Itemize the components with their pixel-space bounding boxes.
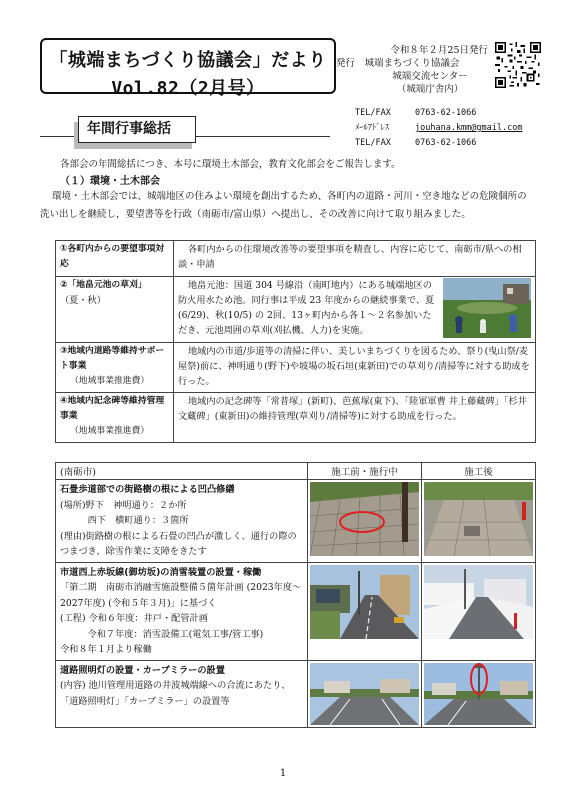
section-intro: 各部会の年間総括につき、本号に環境土木部会，教育文化部会をご報告します。 [60,159,401,170]
project-text-cell [56,562,308,660]
project-line: (内容) 池川管理用道路の井波城端線への合流にあたり、「道路照明灯」「カーブミラー」の設置等 [60,680,291,707]
qr-code-icon[interactable] [495,42,541,88]
table-header-row [56,463,536,480]
table-row [56,562,536,660]
photo-cell [308,562,422,660]
activity-desc: 各町内からの住環境改善等の要望事項を精査し、内容に応じて、南砺市/県への相談・申請 [174,241,536,277]
project-line: 令和８年１月より稼働 [60,644,152,655]
project-line: 「第二期 南砺市消融雪施設整備５箇年計画 (2023年度～2027年度) (令和５年３月)」に基づく [60,582,302,609]
project-title: 市道西上赤坂線(御坊坂)の消雪装置の設置・稼働 [60,566,262,578]
activity-name-cell [56,343,174,393]
publisher-block [328,44,496,96]
project-line: (理由)街路樹の根による石畳の凹凸が激しく、通行の際のつまづき、除雪作業に支障をきたす [60,530,297,557]
project-line: 西下 横町通り：３箇所 [60,515,189,526]
photo-cell [308,480,422,563]
photo-cell [308,660,422,727]
table-row [56,393,536,443]
table-row [56,480,536,563]
tel-fax-label: TEL/FAX [355,108,391,118]
projects-table [55,462,536,728]
activity-name: ①各町内からの要望事項対応 [60,244,165,269]
activities-table [55,240,536,443]
activity-desc-cell [174,277,536,343]
project-line: (場所)野下 神明通り：２か所 [60,499,187,511]
before-junction-photo [310,663,419,725]
activity-desc: 地畠元池：国道 304 号線沿（南町地内）にある城端地区の防火用水ため池。同行事は平成 23 年度からの継続事業で、夏(6/29)、秋(10/5) の 2回、13ヶ町内から各１～２名参加いただき、元池周囲の草刈(刈払機、人力)を実施。 [178,280,435,336]
tel-fax-label-2: TEL/FAX [355,138,391,148]
activity-name-cell [56,241,174,277]
table-row [56,241,536,277]
newsletter-volume: Vol.82（2月号） [111,78,265,99]
before-sidewalk-photo [310,482,419,556]
activity-sub: （夏・秋） [60,295,106,306]
after-snow-road-photo [424,565,533,639]
activity-desc: 地域内の市道/歩道等の清掃に伴い、美しいまちづくりを図るため、祭り(曳山祭/麦屋祭)前に、神明通り(野下)や坡場の坂石垣(東新田)での草刈り/清掃等に対する助成を行った。 [174,343,536,393]
table-row [56,277,536,343]
activity-name: ④地域内記念碑等維持管理事業 [60,396,165,421]
issue-date: 令和８年２月25日発行 [390,45,488,56]
photo-cell [422,562,536,660]
newsletter-title-box [40,38,336,99]
project-line: 令和７年度：消雪設備工(電気工事/管工事) [60,628,264,640]
table-row [56,660,536,727]
publisher-center: 城端交流センター [392,71,468,82]
activity-name: ②「地畠元池の草刈」 [60,280,147,290]
before-road-photo [310,565,419,639]
subsection-heading: （１）環境・土木部会 [60,176,160,187]
weed-cutting-photo [443,278,531,338]
photo-cell [422,660,536,727]
contact-block [355,106,522,151]
mail-link[interactable]: jouhana.kmm@gmail.com [415,123,523,133]
publisher-center-note: （城端庁舎内） [396,84,464,95]
col-owner: (南砺市) [56,463,308,480]
activity-name: ③地域内道路等維持サポート事業 [60,346,165,371]
project-text-cell [56,660,308,727]
publisher-name: 発行 城端まちづくり協議会 [336,58,460,69]
project-title: 石畳歩道部での街路樹の根による凹凸修繕 [60,484,235,495]
mail-label: ﾒｰﾙｱﾄﾞﾚｽ [355,123,390,133]
tel-fax-value-2: 0763-62-1066 [415,138,477,148]
section-paragraph: 環境・土木部会では、城端地区の住みよい環境を創出するため、各町内の道路・河川・空き地などの危険個所の洗い出しを継続し，要望書等を行政（南砺市/富山県）へ提出し、その改善に向けて取り組みました。 [40,191,527,220]
activity-sub: （地域事業推進費） [70,426,150,436]
photo-cell [422,480,536,563]
project-title: 道路照明灯の設置・カーブミラーの設置 [60,664,225,676]
activity-sub: （地域事業推進費） [70,376,150,386]
page-number: 1 [279,768,287,779]
tel-fax-value: 0763-62-1066 [415,108,477,118]
project-text-cell [56,480,308,563]
after-sidewalk-photo [424,482,533,556]
activity-name-cell [56,393,174,443]
table-row [56,343,536,393]
col-after: 施工後 [422,463,536,480]
project-line: (工程) 令和６年度：井戸・配管計画 [60,613,208,624]
newsletter-title: 「城端まちづくり協議会」だより [49,50,327,71]
col-before: 施工前・施行中 [308,463,422,480]
section-heading: 年間行事総括 [78,116,196,143]
activity-desc: 地域内の記念碑等「常普塚」(新町)、芭蕉塚(東下)、「陸軍軍曹 井上藤藏碑」「杉井文藏碑」(東新田)の維持管理(草刈り/清掃等)に対する助成を行った。 [174,393,536,443]
activity-name-cell [56,277,174,343]
after-junction-photo [424,663,533,725]
